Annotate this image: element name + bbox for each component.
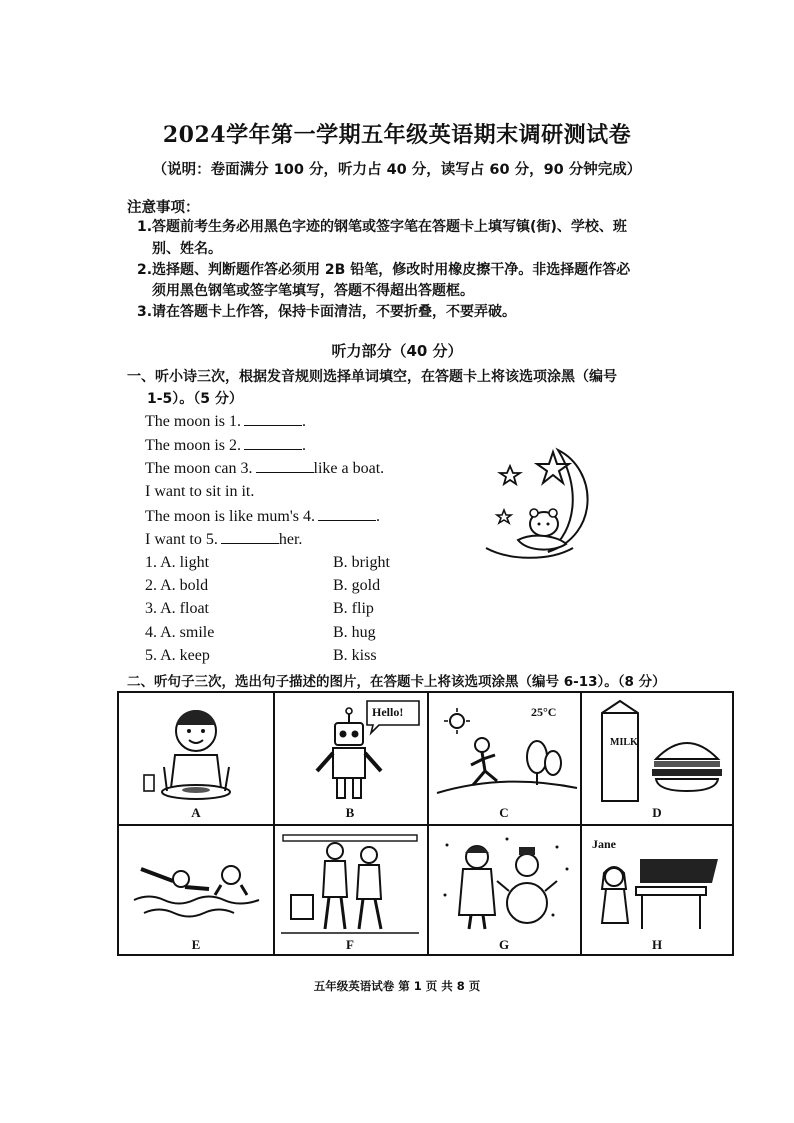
option-4b: B. hug bbox=[333, 624, 376, 641]
picture-a[interactable] bbox=[119, 693, 273, 824]
picture-b[interactable] bbox=[273, 693, 427, 824]
picture-g[interactable] bbox=[427, 825, 581, 956]
picture-a-label: A bbox=[191, 805, 201, 820]
listening-section-title: 听力部分（40 分） bbox=[331, 342, 463, 360]
picture-b-label: B bbox=[345, 805, 355, 820]
blank-4 bbox=[318, 507, 376, 521]
poem-line-5: The moon is like mum's 4. . bbox=[145, 508, 380, 525]
picture-d[interactable] bbox=[580, 693, 734, 824]
option-2b: B. gold bbox=[333, 577, 381, 594]
option-5a: 5. A. keep bbox=[145, 647, 210, 664]
picture-c-label: C bbox=[499, 805, 509, 820]
picture-grid bbox=[117, 691, 734, 956]
option-3b: B. flip bbox=[333, 600, 374, 617]
moon-bear-illustration bbox=[478, 440, 608, 570]
option-1a: 1. A. light bbox=[145, 554, 210, 571]
blank-2 bbox=[244, 436, 302, 450]
notes-heading: 注意事项： bbox=[127, 200, 200, 216]
picture-e[interactable] bbox=[119, 825, 273, 956]
page-title: 2024学年第一学期五年级英语期末调研测试卷 bbox=[162, 122, 632, 148]
poem-line-1: The moon is 1. . bbox=[145, 413, 306, 430]
picture-h-label: H bbox=[651, 937, 663, 952]
poem-line-2: The moon is 2. . bbox=[145, 437, 306, 454]
poem-line-6: I want to 5. her. bbox=[145, 531, 303, 548]
blank-3 bbox=[256, 459, 314, 473]
note-line-5: 3.请在答题卡上作答，保持卡面清洁，不要折叠，不要弄破。 bbox=[137, 304, 517, 320]
poem-line-4: I want to sit in it. bbox=[145, 483, 255, 500]
q1-instruction: 一、听小诗三次，根据发音规则选择单词填空，在答题卡上将该选项涂黑（编号 bbox=[127, 369, 617, 385]
option-2a: 2. A. bold bbox=[145, 577, 209, 594]
poem-line-3: The moon can 3. like a boat. bbox=[145, 460, 385, 477]
hello-speech-text: Hello! bbox=[372, 705, 404, 719]
temperature-text: 25°C bbox=[531, 705, 557, 719]
milk-carton-text: MILK bbox=[610, 737, 638, 748]
picture-c[interactable] bbox=[427, 693, 581, 824]
q2-instruction: 二、听句子三次，选出句子描述的图片，在答题卡上将该选项涂黑（编号 6-13）。（8 分） bbox=[127, 674, 666, 690]
note-line-2: 别、姓名。 bbox=[152, 241, 222, 257]
exam-instructions: （说明：卷面满分 100 分，听力占 40 分，读写占 60 分，90 分钟完成） bbox=[152, 162, 642, 178]
note-line-4: 须用黑色钢笔或签字笔填写，答题不得超出答题框。 bbox=[152, 283, 474, 299]
blank-5 bbox=[221, 530, 279, 544]
picture-h[interactable] bbox=[580, 825, 734, 956]
option-3a: 3. A. float bbox=[145, 600, 209, 617]
option-4a: 4. A. smile bbox=[145, 624, 215, 641]
option-5b: B. kiss bbox=[333, 647, 377, 664]
picture-f[interactable] bbox=[273, 825, 427, 956]
note-line-3: 2.选择题、判断题作答必须用 2B 铅笔，修改时用橡皮擦干净。非选择题作答必 bbox=[137, 262, 631, 278]
q1-instruction-cont: 1-5）。（5 分） bbox=[147, 391, 243, 407]
picture-g-label: G bbox=[498, 937, 510, 952]
jane-name-text: Jane bbox=[592, 837, 616, 851]
blank-1 bbox=[244, 412, 302, 426]
picture-e-label: E bbox=[191, 937, 201, 952]
note-line-1: 1.答题前考生务必用黑色字迹的钢笔或签字笔在答题卡上填写镇(街)、学校、班 bbox=[137, 219, 627, 235]
picture-d-label: D bbox=[652, 805, 662, 820]
page-footer: 五年级英语试卷 第 1 页 共 8 页 bbox=[313, 979, 481, 993]
picture-f-label: F bbox=[346, 937, 354, 952]
option-1b: B. bright bbox=[333, 554, 390, 571]
